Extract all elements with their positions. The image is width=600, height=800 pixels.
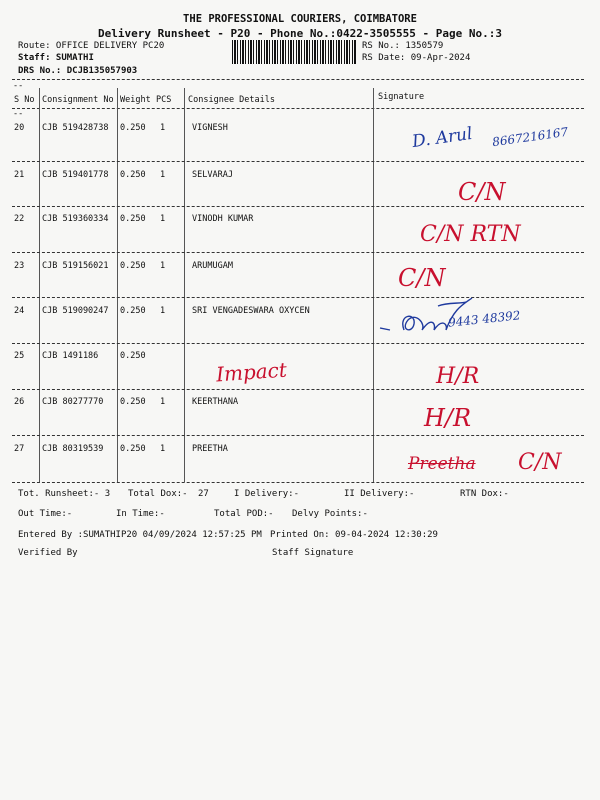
pcs: 1 bbox=[160, 214, 166, 224]
signature-handwritten: C/N bbox=[518, 450, 562, 475]
tot-runsheet: Tot. Runsheet:- 3 bbox=[18, 489, 111, 499]
consignment-no: CJB 80277770 bbox=[42, 397, 104, 407]
out-time: Out Time:- bbox=[18, 509, 73, 519]
table-top-rule bbox=[12, 79, 584, 80]
rs-number: RS No.: 1350579 bbox=[362, 41, 444, 51]
consignee: SELVARAJ bbox=[192, 170, 233, 180]
pcs: 1 bbox=[160, 444, 166, 454]
route-label: Route: OFFICE DELIVERY PC20 bbox=[18, 41, 165, 51]
row-rule bbox=[12, 297, 584, 298]
table-row: 23 bbox=[14, 261, 25, 271]
signature-phone: 8667216167 bbox=[491, 124, 569, 150]
col-divider bbox=[373, 88, 374, 482]
ii-delivery: II Delivery:- bbox=[344, 489, 415, 499]
pcs: 1 bbox=[160, 123, 166, 133]
pcs: 1 bbox=[160, 397, 166, 407]
weight: 0.250 bbox=[120, 170, 146, 180]
consignee: SRI VENGADESWARA OXYCEN bbox=[192, 306, 310, 316]
consignment-no: CJB 80319539 bbox=[42, 444, 104, 454]
signature-handwritten: D. Arul bbox=[410, 123, 474, 153]
drs-number: DRS No.: DCJB135057903 bbox=[18, 66, 138, 76]
col-consignment: Consignment No bbox=[42, 95, 114, 105]
i-delivery: I Delivery:- bbox=[234, 489, 300, 499]
company-name: THE PROFESSIONAL COURIERS, COIMBATORE bbox=[183, 13, 417, 25]
consignee: KEERTHANA bbox=[192, 397, 239, 407]
entered-by: Entered By :SUMATHIP20 04/09/2024 12:57:25 PM bbox=[18, 530, 262, 540]
weight: 0.250 bbox=[120, 214, 146, 224]
col-divider bbox=[184, 88, 185, 482]
weight: 0.250 bbox=[120, 261, 146, 271]
weight: 0.250 bbox=[120, 351, 146, 361]
printed-on: Printed On: 09-04-2024 12:30:29 bbox=[270, 530, 438, 540]
consignee: PREETHA bbox=[192, 444, 228, 454]
col-signature: Signature bbox=[378, 92, 425, 102]
rtn-dox: RTN Dox:- bbox=[460, 489, 509, 499]
row-rule bbox=[12, 206, 584, 207]
header-marker: -- bbox=[13, 109, 24, 119]
signature-handwritten: C/N bbox=[458, 178, 506, 206]
table-row: 26 bbox=[14, 397, 25, 407]
col-consignee: Consignee Details bbox=[188, 95, 275, 105]
barcode-image bbox=[232, 40, 356, 64]
consignment-no: CJB 519401778 bbox=[42, 170, 109, 180]
row-rule bbox=[12, 343, 584, 344]
weight: 0.250 bbox=[120, 306, 146, 316]
consignee: ARUMUGAM bbox=[192, 261, 233, 271]
col-divider bbox=[39, 88, 40, 482]
signature-handwritten: H/R bbox=[436, 364, 480, 389]
col-pcs: PCS bbox=[156, 95, 172, 105]
weight: 0.250 bbox=[120, 444, 146, 454]
pcs: 1 bbox=[160, 306, 166, 316]
signature-phone: 9443 48392 bbox=[447, 308, 522, 330]
table-row: 25 bbox=[14, 351, 25, 361]
table-row: 24 bbox=[14, 306, 25, 316]
consignment-no: CJB 519090247 bbox=[42, 306, 109, 316]
row-rule bbox=[12, 389, 584, 390]
verified-by: Verified By bbox=[18, 548, 78, 558]
consignee: VIGNESH bbox=[192, 123, 228, 133]
consignment-no: CJB 519428738 bbox=[42, 123, 109, 133]
consignment-no: CJB 519360334 bbox=[42, 214, 109, 224]
signature-handwritten: Preetha bbox=[408, 454, 476, 474]
header-marker: -- bbox=[13, 81, 24, 91]
signature-handwritten: C/N RTN bbox=[420, 222, 521, 247]
consignment-no: CJB 1491186 bbox=[42, 351, 99, 361]
header-rule bbox=[12, 108, 584, 109]
row-rule bbox=[12, 252, 584, 253]
signature-handwritten: C/N bbox=[398, 264, 446, 292]
row-rule bbox=[12, 161, 584, 162]
col-sno: S No bbox=[14, 95, 35, 105]
runsheet-title: Delivery Runsheet - P20 - Phone No.:0422-3505555 - Page No.:3 bbox=[98, 27, 502, 40]
rs-date: RS Date: 09-Apr-2024 bbox=[362, 53, 471, 63]
table-row: 21 bbox=[14, 170, 25, 180]
row-rule bbox=[12, 435, 584, 436]
pcs: 1 bbox=[160, 170, 166, 180]
pcs: 1 bbox=[160, 261, 166, 271]
staff-label: Staff: SUMATHI bbox=[18, 53, 94, 63]
weight: 0.250 bbox=[120, 397, 146, 407]
staff-signature: Staff Signature bbox=[272, 548, 354, 558]
delvy-points: Delvy Points:- bbox=[292, 509, 368, 519]
col-divider bbox=[117, 88, 118, 482]
weight: 0.250 bbox=[120, 123, 146, 133]
table-row: 20 bbox=[14, 123, 25, 133]
total-dox-label: Total Dox:- bbox=[128, 489, 188, 499]
total-pod: Total POD:- bbox=[214, 509, 274, 519]
signature-handwritten: H/R bbox=[424, 404, 472, 432]
in-time: In Time:- bbox=[116, 509, 165, 519]
consignee: VINODH KUMAR bbox=[192, 214, 254, 224]
table-bottom-rule bbox=[12, 482, 584, 483]
col-weight: Weight bbox=[120, 95, 151, 105]
table-row: 22 bbox=[14, 214, 25, 224]
table-row: 27 bbox=[14, 444, 25, 454]
consignment-no: CJB 519156021 bbox=[42, 261, 109, 271]
total-dox-value: 27 bbox=[198, 489, 209, 499]
consignee-handwritten: Impact bbox=[215, 357, 288, 387]
